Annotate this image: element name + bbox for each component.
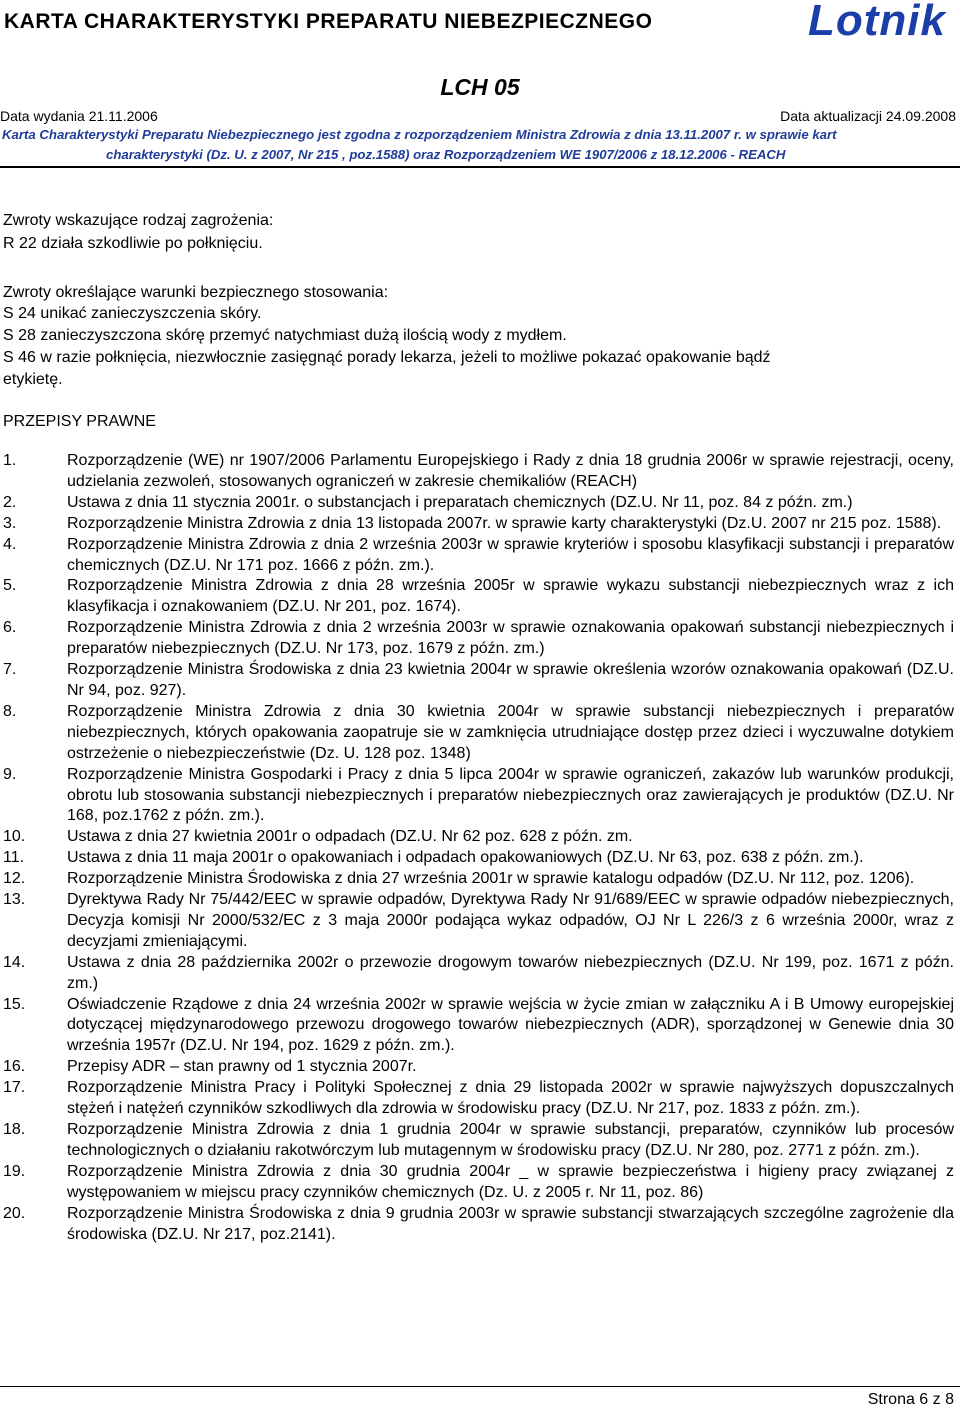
list-item: 18. Rozporządzenie Ministra Zdrowia z dnia 1 grudnia 2004r w sprawie substancji, preparatów, czynników lub procesów technologicznych o działaniu rakotwórczym lub mutagennym w środowisku pracy (DZ.U. Nr 280, poz. 2771 z późn. zm.). (3, 1121, 954, 1159)
compliance-line-1: Karta Charakterystyki Preparatu Niebezpiecznego jest zgodna z rozporządzeniem Ministra Zdrowia z dnia 13.11.2007 r. w sprawie kart (2, 127, 837, 142)
legal-list (3, 451, 954, 1245)
list-item: 19. Rozporządzenie Ministra Zdrowia z dnia 30 grudnia 2004r _ w sprawie bezpieczeństwa i higieny pracy związanej z występowaniem w miejscu pracy czynników chemicznych (Dz. U. z 2005 r. Nr 11, poz. 86) (3, 1162, 954, 1201)
company-logo: Lotnik (808, 0, 946, 45)
list-item: 11. Ustawa z dnia 11 maja 2001r o opakowaniach i odpadach opakowaniowych (DZ.U. Nr 63, poz. 638 z późn. zm.). (3, 849, 864, 867)
hazard-r22: R 22 działa szkodliwie po połknięciu. (3, 235, 263, 252)
list-item: 17. Rozporządzenie Ministra Pracy i Polityki Społecznej z dnia 29 listopada 2002r w sprawie najwyższych dopuszczalnych stężeń i natężeń czynników szkodliwych dla zdrowia w środowisku pracy (DZ.U. Nr 217, poz. 1833 z późn. zm.). (3, 1079, 954, 1118)
list-item: 8. Rozporządzenie Ministra Zdrowia z dnia 30 kwietnia 2004r w sprawie substancji niebezpiecznych i preparatów niebezpiecznych, których opakowania zaopatruje sie w zamknięcia utrudniające dostęp przez dzieci i wyczuwalne dotykiem ostrzeżenie o niebezpieczeństwie (Dz. U. 128 poz. 1348) (3, 702, 954, 762)
list-item: 6. Rozporządzenie Ministra Zdrowia z dnia 2 września 2003r w sprawie oznakowania opakowań substancji niebezpiecznych i preparatów niebezpiecznych (DZ.U. Nr 173, poz. 1679 z późn. zm.) (3, 619, 954, 658)
list-item: 10. Ustawa z dnia 27 kwietnia 2001r o odpadach (DZ.U. Nr 62 poz. 628 z późn. zm. (3, 828, 633, 846)
update-date: Data aktualizacji 24.09.2008 (780, 108, 956, 124)
list-item: 16. Przepisy ADR – stan prawny od 1 stycznia 2007r. (3, 1058, 417, 1076)
legal-heading: PRZEPISY PRAWNE (3, 413, 156, 430)
list-item: 4. Rozporządzenie Ministra Zdrowia z dnia 2 września 2003r w sprawie kryteriów i sposobu klasyfikacji substancji i preparatów chemicznych (DZ.U. Nr 171 poz. 1666 z późn. zm.). (3, 535, 954, 574)
issue-date: Data wydania 21.11.2006 (0, 108, 158, 124)
list-item: 9. Rozporządzenie Ministra Gospodarki i Pracy z dnia 5 lipca 2004r w sprawie ograniczeń, zakazów lub warunków produkcji, obrotu lub stosowania substancji niebezpiecznych i preparatów niebezpiecznych oraz zawierających je produktów (DZ.U. Nr 168, poz.1762 z późn. zm.). (3, 765, 954, 825)
list-item: 15. Oświadczenie Rządowe z dnia 24 września 2002r w sprawie wejścia w życie zmian w załączniku A i B Umowy europejskiej dotyczącej międzynarodowego przewozu drogowego towarów niebezpiecznych (ADR), sporządzonej w Genewie dnia 30 września 1957r (DZ.U. Nr 194, poz. 1629 z późn. zm.). (3, 995, 954, 1055)
footer-divider (0, 1386, 960, 1387)
hazard-heading: Zwroty wskazujące rodzaj zagrożenia: (3, 212, 274, 229)
list-item: 2. Ustawa z dnia 11 stycznia 2001r. o substancjach i preparatach chemicznych (DZ.U. Nr 11, poz. 84 z późn. zm.) (3, 493, 853, 511)
header-divider (0, 166, 960, 168)
list-item: 12. Rozporządzenie Ministra Środowiska z dnia 27 września 2001r w sprawie katalogu odpadów (DZ.U. Nr 112, poz. 1206). (3, 870, 915, 888)
list-item: 20. Rozporządzenie Ministra Środowiska z dnia 9 grudnia 2003r w sprawie substancji stwarzających szczególne zagrożenie dla środowiska (DZ.U. Nr 217, poz.2141). (3, 1204, 954, 1243)
list-item: 14. Ustawa z dnia 28 października 2002r o przewozie drogowym towarów niebezpiecznych (DZ.U. Nr 199, poz. 1671 z późn. zm.) (3, 953, 954, 992)
list-item: 5. Rozporządzenie Ministra Zdrowia z dnia 28 września 2005r w sprawie wykazu substancji niebezpiecznych wraz z ich klasyfikacja i oznakowaniem (DZ.U. Nr 201, poz. 1674). (3, 577, 954, 616)
compliance-line-2: charakterystyki (Dz. U. z 2007, Nr 215 , poz.1588) oraz Rozporządzeniem WE 1907/2006 z 18.12.2006 - REACH (106, 147, 786, 162)
safety-s28: S 28 zanieczyszczona skórę przemyć natychmiast dużą ilością wody z mydłem. (3, 327, 567, 344)
document-code: LCH 05 (440, 74, 520, 100)
list-item: 13. Dyrektywa Rady Nr 75/442/EEC w sprawie odpadów, Dyrektywa Rady Nr 91/689/EEC w sprawie odpadów niebezpiecznych, Decyzja komisji Nr 2000/532/EC z 3 maja 2000r podająca wykaz odpadów, OJ Nr L 226/3 z 6 września 2000r, wraz z decyzjami zmieniającymi. (3, 891, 954, 950)
safety-s46: S 46 w razie połknięcia, niezwłocznie zasięgnąć porady lekarza, jeżeli to możliwe pokazać opakowanie bądź (3, 349, 771, 366)
safety-s24: S 24 unikać zanieczyszczenia skóry. (3, 305, 262, 322)
page-number: Strona 6 z 8 (867, 1391, 954, 1408)
safety-heading: Zwroty określające warunki bezpiecznego stosowania: (3, 284, 389, 301)
safety-s46-cont: etykietę. (3, 371, 63, 388)
list-item: 1. Rozporządzenie (WE) nr 1907/2006 Parlamentu Europejskiego i Rady z dnia 18 grudnia 2006r w sprawie rejestracji, oceny, udzielania zezwoleń, stosowanych ograniczeń w zakresie chemikaliów (REACH) (3, 452, 954, 490)
list-item: 7. Rozporządzenie Ministra Środowiska z dnia 23 kwietnia 2004r w sprawie określenia wzorów oznakowania opakowań (DZ.U. Nr 94, poz. 927). (3, 661, 954, 699)
document-title: KARTA CHARAKTERYSTYKI PREPARATU NIEBEZPIECZNEGO (4, 10, 653, 33)
list-item: 3. Rozporządzenie Ministra Zdrowia z dnia 13 listopada 2007r. w sprawie karty charakterystyki (Dz.U. 2007 nr 215 poz. 1588). (3, 514, 942, 532)
